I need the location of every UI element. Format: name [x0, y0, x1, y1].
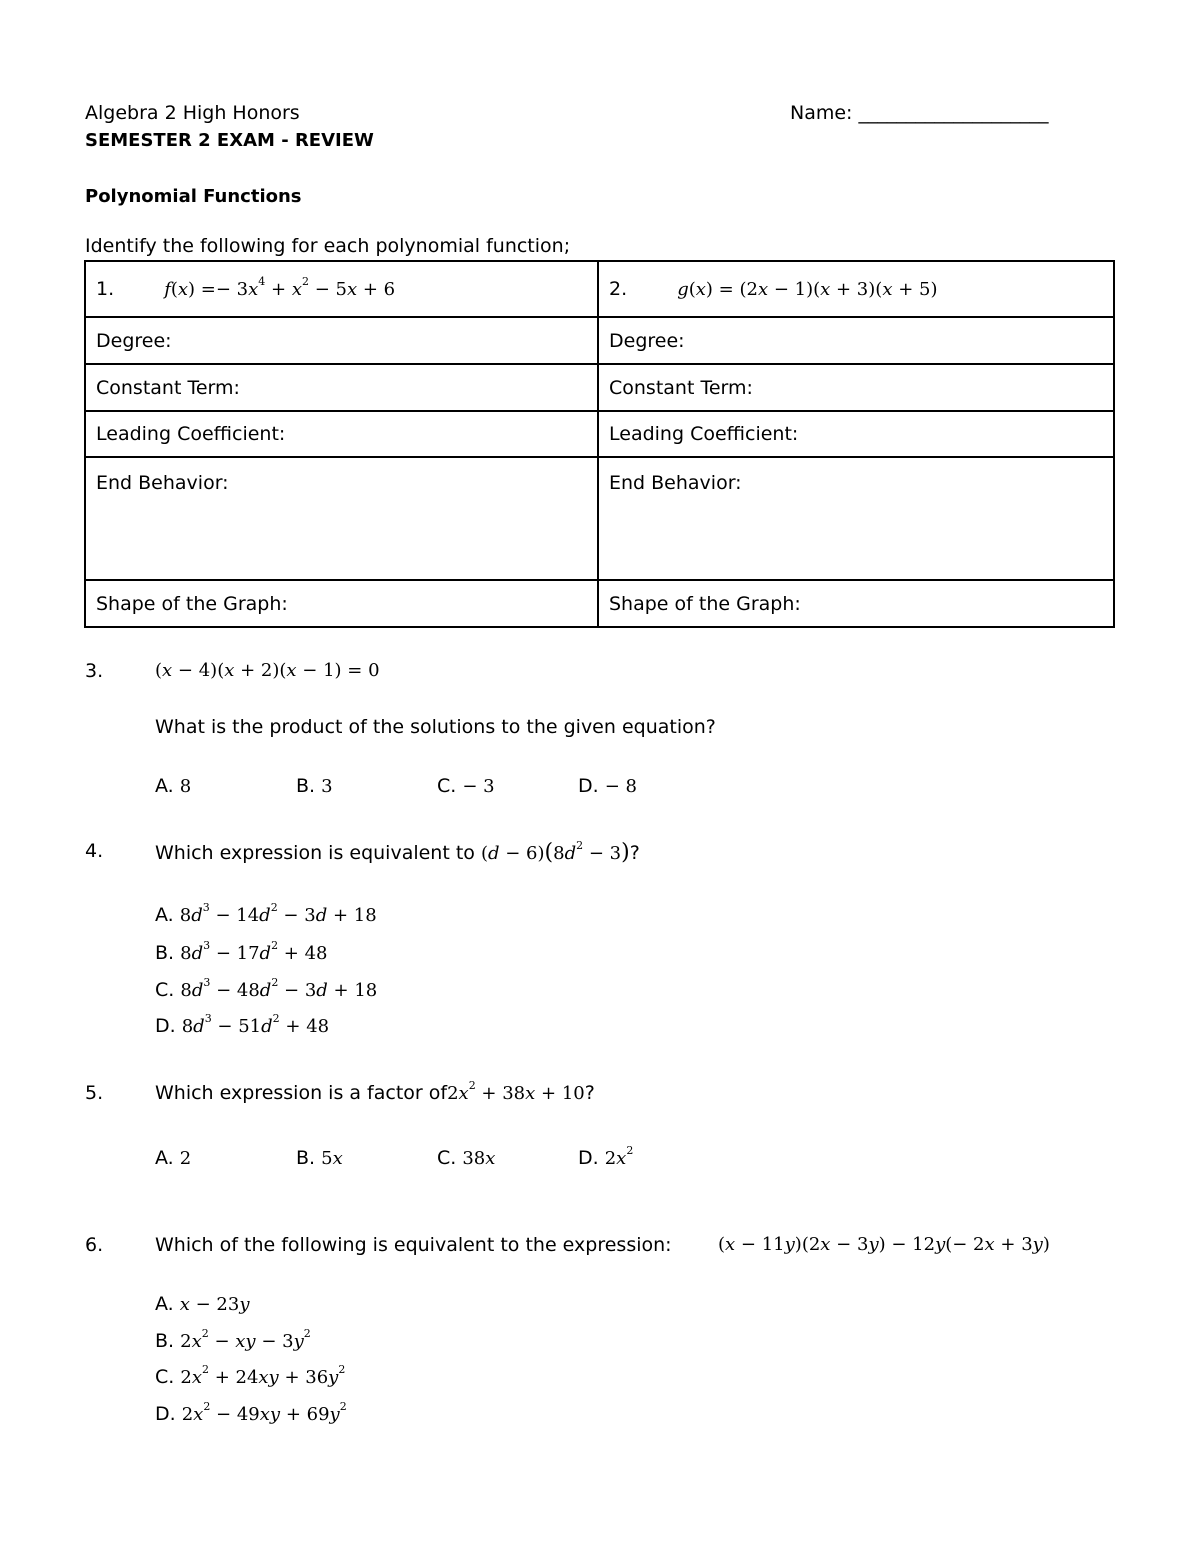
q1-number: 1.: [96, 278, 115, 300]
q3-prompt: What is the product of the solutions to the given equation?: [155, 716, 716, 738]
table-row: [85, 580, 1114, 627]
q5-choice-d: D. $2x^2$: [578, 1144, 634, 1169]
q4-choice-d: D. $8d^3 - 51d^2 + 48$: [155, 1012, 330, 1037]
q3-choice-d: D. − 8: [578, 775, 637, 797]
q1-shape-cell: Shape of the Graph:: [85, 580, 598, 627]
q4-choice-c: C. $8d^3 - 48d^2 - 3d + 18$: [155, 976, 378, 1001]
q4-prompt: Which expression is equivalent to: [155, 842, 475, 864]
exam-title: SEMESTER 2 EXAM - REVIEW: [85, 130, 374, 151]
q2-function: g(x) = (2x − 1)(x + 3)(x + 5): [677, 279, 938, 300]
q4-choice-b: B. $8d^3 - 17d^2 + 48$: [155, 939, 328, 964]
q4-prompt-line: Which expression is equivalent to $(d - 6)(8d^2 - 3)$?: [155, 839, 640, 865]
q2-cell: [598, 261, 1114, 317]
q4-number: 4.: [85, 840, 104, 862]
name-field-label: Name: ____________________: [790, 102, 1049, 124]
q1-function: $f(x) =- 3x^4 + x^2 - 5x + 6$: [164, 275, 396, 300]
q5-prompt-line: Which expression is a factor $of2x^2 + 38x + 10$?: [155, 1079, 595, 1104]
polynomial-table: [84, 260, 1115, 628]
q3-number: 3.: [85, 660, 104, 682]
q6-expression: (x − 11y)(2x − 3y) − 12y(− 2x + 3y): [718, 1234, 1050, 1255]
table-row: [85, 261, 1114, 317]
q5-prompt: Which expression is a factor of: [155, 1082, 448, 1104]
q3-choice-c: C. − 3: [437, 775, 495, 797]
table-row: [85, 457, 1114, 580]
q1-constant-cell: Constant Term:: [85, 364, 598, 411]
q6-choice-a: A. x − 23y: [155, 1293, 250, 1315]
q3-choice-a: A. 8: [155, 775, 192, 797]
q2-number: 2.: [609, 278, 628, 300]
q6-prompt: Which of the following is equivalent to the expression:: [155, 1234, 672, 1256]
table-row: [85, 364, 1114, 411]
table-row: [85, 411, 1114, 457]
course-title: Algebra 2 High Honors: [85, 102, 300, 124]
q5-expression: $2x^2 + 38x + 10$: [447, 1079, 585, 1104]
q1-degree-cell: Degree:: [85, 317, 598, 364]
q6-choice-c: C. $2x^2 + 24xy + 36y^2$: [155, 1363, 346, 1388]
q5-choice-a: A. 2: [155, 1147, 192, 1169]
q2-shape-cell: Shape of the Graph:: [598, 580, 1114, 627]
section-title: Polynomial Functions: [85, 186, 302, 207]
q1-cell: [85, 261, 598, 317]
q3-choice-b: B. 3: [296, 775, 333, 797]
q4-expression: $(d - 6)(8d^2 - 3)$: [480, 839, 630, 865]
q5-choice-b: B. 5x: [296, 1147, 343, 1169]
q5-number: 5.: [85, 1082, 104, 1104]
table-row: [85, 317, 1114, 364]
q2-end-behavior-cell: End Behavior:: [598, 457, 1114, 580]
q5-choice-c: C. 38x: [437, 1147, 496, 1169]
q2-degree-cell: Degree:: [598, 317, 1114, 364]
q2-constant-cell: Constant Term:: [598, 364, 1114, 411]
q1-leading-cell: Leading Coefficient:: [85, 411, 598, 457]
q1-end-behavior-cell: End Behavior:: [85, 457, 598, 580]
q4-choice-a: A. $8d^3 - 14d^2 - 3d + 18$: [155, 901, 377, 926]
q6-choice-b: B. $2x^2$ − xy − $3y^2$: [155, 1327, 311, 1352]
q6-number: 6.: [85, 1234, 104, 1256]
q3-equation: (x − 4)(x + 2)(x − 1) = 0: [155, 660, 380, 681]
instructions: Identify the following for each polynomial function;: [85, 235, 571, 257]
q2-leading-cell: Leading Coefficient:: [598, 411, 1114, 457]
q6-choice-d: D. $2x^2 - 49xy + 69y^2$: [155, 1400, 347, 1425]
